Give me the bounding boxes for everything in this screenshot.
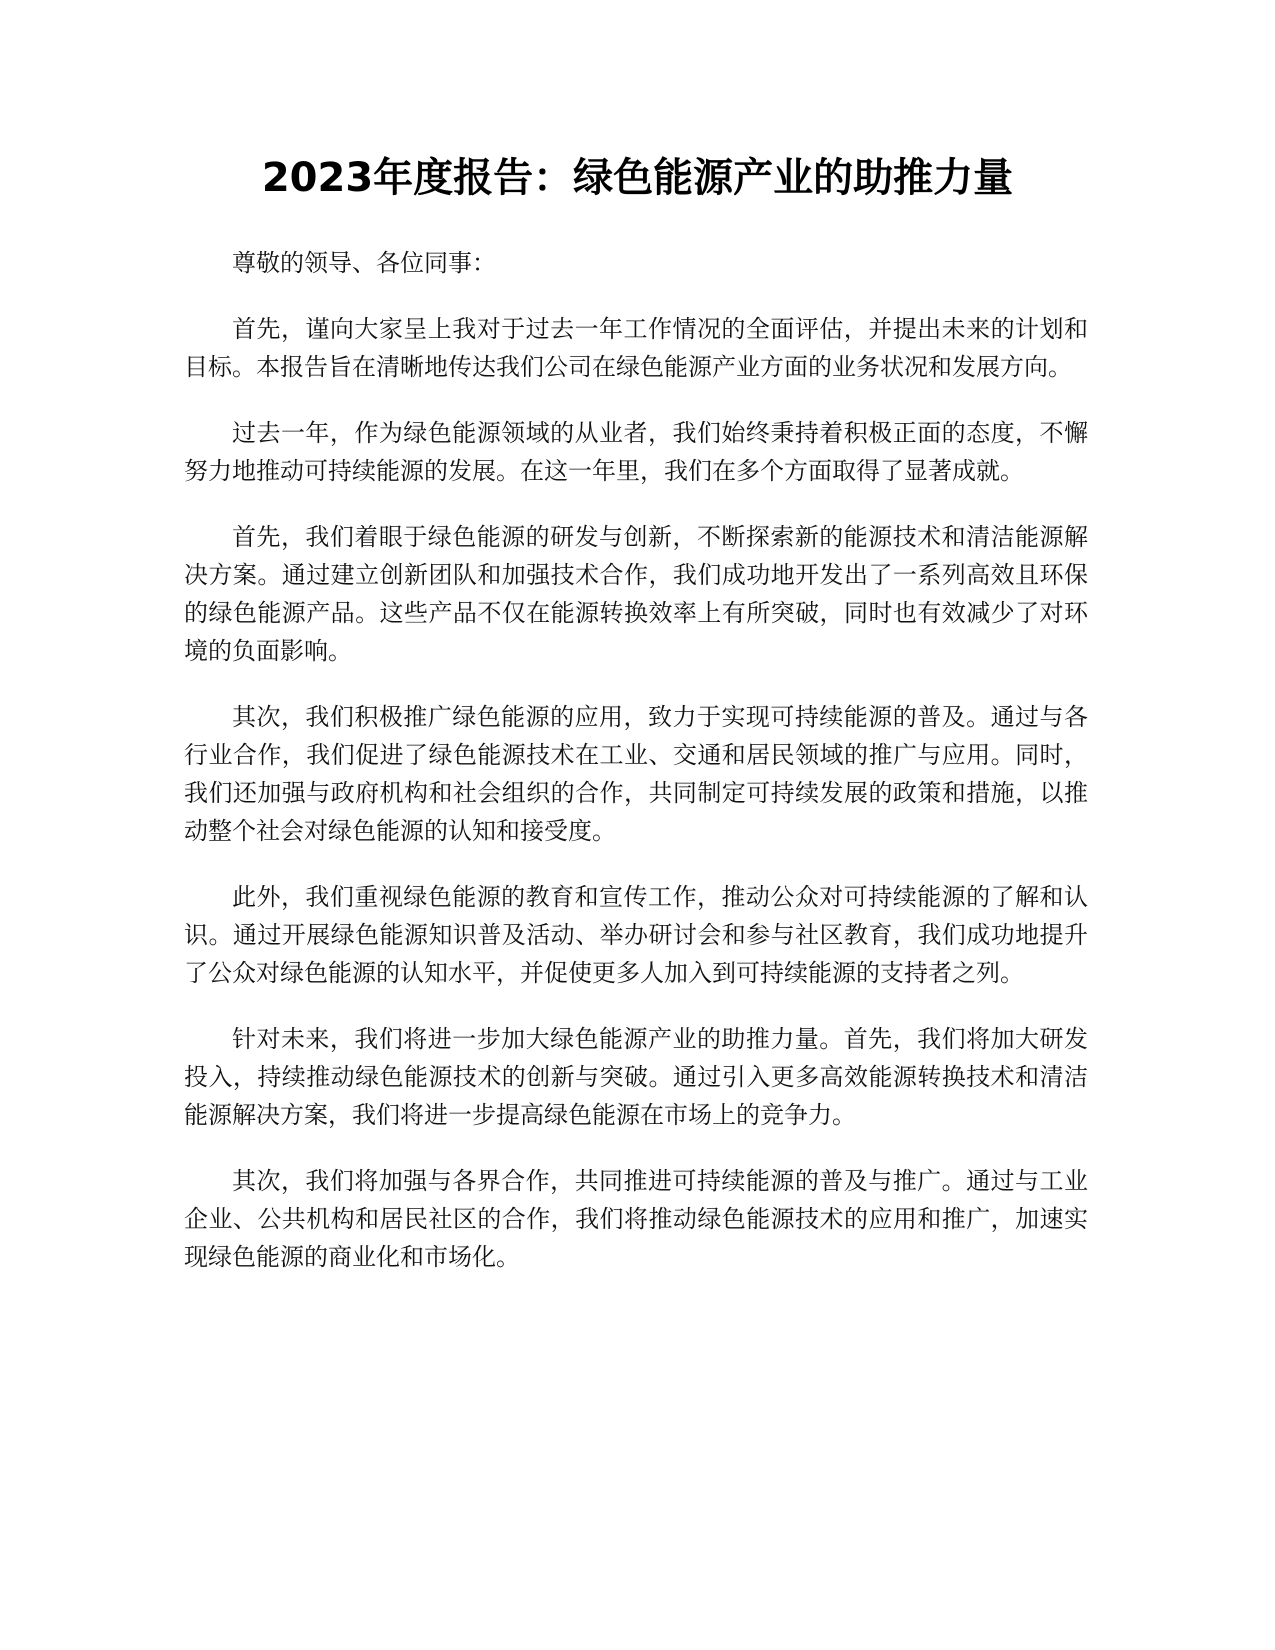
greeting-paragraph: 尊敬的领导、各位同事： [232, 249, 496, 277]
body-paragraph: 首先，我们着眼于绿色能源的研发与创新，不断探索新的能源技术和清洁能源解决方案。通过建立创新团队和加强技术合作，我们成功地开发出了一系列高效且环保的绿色能源产品。这些产品不仅在能源转换效率上有所突破，同时也有效减少了对环境的负面影响。 [184, 523, 1088, 665]
body-paragraph: 过去一年，作为绿色能源领域的从业者，我们始终秉持着积极正面的态度，不懈努力地推动可持续能源的发展。在这一年里，我们在多个方面取得了显著成就。 [184, 419, 1088, 485]
body-paragraph: 针对未来，我们将进一步加大绿色能源产业的助推力量。首先，我们将加大研发投入，持续推动绿色能源技术的创新与突破。通过引入更多高效能源转换技术和清洁能源解决方案，我们将进一步提高绿色能源在市场上的竞争力。 [184, 1025, 1088, 1129]
body-paragraph: 其次，我们将加强与各界合作，共同推进可持续能源的普及与推广。通过与工业企业、公共机构和居民社区的合作，我们将推动绿色能源技术的应用和推广，加速实现绿色能源的商业化和市场化。 [184, 1167, 1088, 1271]
document-title: 2023年度报告：绿色能源产业的助推力量 [261, 155, 1014, 201]
body-paragraph: 此外，我们重视绿色能源的教育和宣传工作，推动公众对可持续能源的了解和认识。通过开展绿色能源知识普及活动、举办研讨会和参与社区教育，我们成功地提升了公众对绿色能源的认知水平，并促使更多人加入到可持续能源的支持者之列。 [184, 883, 1088, 987]
body-paragraph: 其次，我们积极推广绿色能源的应用，致力于实现可持续能源的普及。通过与各行业合作，我们促进了绿色能源技术在工业、交通和居民领域的推广与应用。同时，我们还加强与政府机构和社会组织的合作，共同制定可持续发展的政策和措施，以推动整个社会对绿色能源的认知和接受度。 [184, 703, 1088, 845]
body-paragraph: 首先，谨向大家呈上我对于过去一年工作情况的全面评估，并提出未来的计划和目标。本报告旨在清晰地传达我们公司在绿色能源产业方面的业务状况和发展方向。 [184, 315, 1088, 381]
document-body [184, 244, 1088, 1304]
